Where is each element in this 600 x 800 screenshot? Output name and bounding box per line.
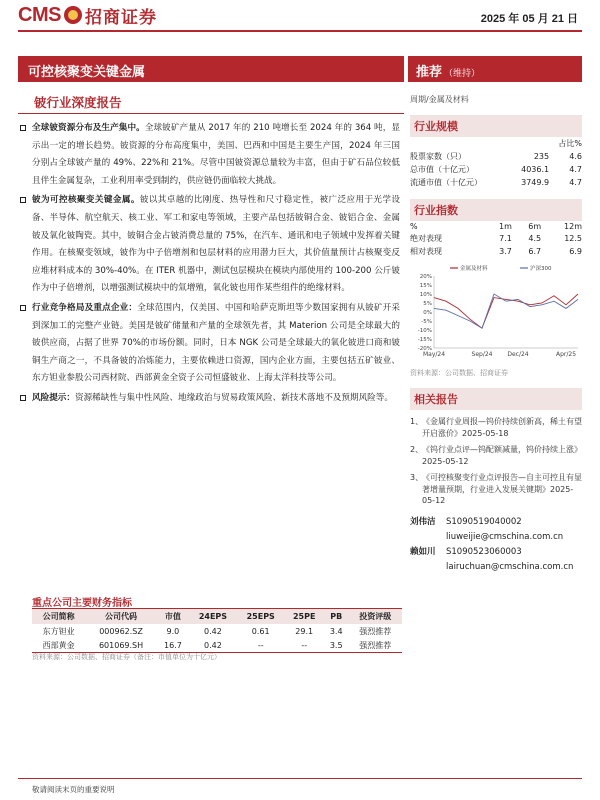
- table-cell: 0.61: [251, 626, 270, 636]
- item-number: 1、: [410, 417, 424, 426]
- industry-index-table: [410, 221, 582, 258]
- table-cell: --: [237, 638, 285, 653]
- scale-value: 3749.9: [521, 178, 550, 187]
- table-row: [32, 638, 402, 653]
- scale-pct: 4.6: [569, 152, 582, 161]
- y-tick-label: 20%: [419, 274, 432, 280]
- bullet-text: 全球铍矿产量从 2017 年的 210 吨增长至 2024 年的 364 吨，显示出一定的增长趋势。铍资源的分布高度集中，美国、巴西和中国是主要生产国，2024 年三国分别占全球铍产量的 49%、22%和 21%。尽管中国铍资源总量较为丰富，但由于矿石品位较低且伴生金属复杂，工业利用率受到制约，供应链仍面临较大挑战。: [32, 123, 400, 186]
- report-link[interactable]: 《可控核聚变行业点评报告—自主可控且有显著增量预期，行业进入发展关键期》2025-05-12: [422, 473, 582, 505]
- index-label: 绝对表现: [410, 234, 442, 243]
- table-cell: 3.5: [324, 638, 349, 653]
- main-content: [32, 120, 400, 410]
- y-tick-label: -5%: [421, 319, 432, 325]
- square-bullet-icon: [20, 197, 26, 203]
- bullet-lead: 全球铍资源分布及生产集中。: [32, 123, 145, 133]
- y-tick-label: -10%: [417, 328, 432, 334]
- index-label: 相对表现: [410, 247, 442, 256]
- index-value: 6.7: [528, 247, 542, 256]
- scale-value: 4036.1: [521, 165, 550, 174]
- bullet-lead: 铍为可控核聚变关键金属。: [32, 195, 140, 206]
- bullet-text: 资源稀缺性与集中性风险、地缘政治与贸易政策风险、新技术落地不及预期风险等。: [74, 392, 393, 403]
- scale-label: 股票家数（只）: [410, 152, 466, 161]
- footer-note: 敬请阅读末页的重要说明: [32, 785, 115, 794]
- scale-pct: 4.7: [569, 178, 582, 187]
- analyst-email[interactable]: liuweijie@cmschina.com.cn: [446, 531, 564, 542]
- index-value: 7.1: [499, 234, 512, 243]
- item-number: 3、: [410, 473, 424, 482]
- rating-banner: [408, 56, 582, 82]
- index-value: 4.5: [528, 234, 542, 243]
- header-divider: [18, 30, 582, 32]
- table-cell: 0.42: [204, 626, 222, 636]
- subtitle-divider: [18, 113, 404, 114]
- y-tick-label: -15%: [417, 337, 432, 343]
- index-header: 6m: [528, 222, 542, 231]
- table-cell: 东方钽业: [42, 626, 75, 636]
- column-header: 公司代码: [85, 609, 156, 625]
- industry-index-title: 行业指数: [410, 199, 582, 221]
- logo-text-en: CMS: [18, 3, 61, 26]
- industry-scale-title: 行业规模: [410, 115, 582, 137]
- y-tick-label: 0%: [423, 310, 432, 316]
- column-header: 投资评级: [349, 609, 402, 625]
- column-header: 25EPS: [237, 609, 285, 625]
- industry-scale-table: [410, 137, 582, 189]
- x-tick-label: May/24: [422, 351, 446, 358]
- table-row: [410, 163, 582, 176]
- scale-unit-header: 占比%: [558, 139, 582, 148]
- square-bullet-icon: [20, 305, 26, 311]
- column-header: 25PE: [285, 609, 324, 625]
- x-tick-label: Sep/24: [471, 351, 493, 358]
- analyst-license: S1090523060003: [446, 546, 522, 557]
- analyst-row: [410, 530, 582, 545]
- table-source: 资料来源：公司数据、招商证券（备注：市值单位为十亿元）: [32, 653, 221, 661]
- rating-label: 推荐: [416, 65, 443, 80]
- analyst-row: [410, 515, 582, 530]
- table-cell: 西部黄金: [32, 638, 85, 653]
- table-row: [410, 176, 582, 189]
- scale-label: 流通市值（十亿元）: [410, 178, 482, 187]
- item-number: 2、: [410, 445, 424, 454]
- column-header: 市值: [157, 609, 189, 625]
- table-cell: 0.42: [189, 638, 237, 653]
- y-tick-label: 15%: [419, 283, 432, 289]
- table-cell: --: [285, 638, 324, 653]
- index-value: 6.9: [569, 247, 582, 256]
- analyst-row: [410, 560, 582, 575]
- index-header: 1m: [499, 222, 512, 231]
- report-link[interactable]: 《金属行业周报—钨价持续创新高，稀土有望开启涨价》2025-05-18: [422, 417, 582, 438]
- y-tick-label: 10%: [419, 292, 432, 298]
- square-bullet-icon: [20, 125, 26, 131]
- index-header: 12m: [564, 222, 582, 231]
- report-subtitle: 铍行业深度报告: [34, 95, 122, 110]
- list-item[interactable]: [410, 416, 582, 439]
- scale-value: 235: [533, 152, 550, 161]
- sidebar: [410, 90, 582, 575]
- column-header: 24EPS: [189, 609, 237, 625]
- table-cell: 000962.SZ: [99, 626, 143, 636]
- footer-divider: [18, 778, 582, 779]
- table-cell: 29.1: [295, 626, 314, 636]
- index-value: 3.7: [499, 247, 512, 256]
- related-reports-title: 相关报告: [410, 388, 582, 410]
- table-cell: 16.7: [157, 638, 189, 653]
- scale-label: 总市值（十亿元）: [410, 165, 474, 174]
- related-reports-list: [410, 416, 582, 507]
- analyst-name: 赖如川: [410, 546, 436, 557]
- legend-label: 沪深300: [530, 266, 552, 272]
- industry-index-chart: [410, 262, 582, 362]
- scale-pct: 4.7: [569, 165, 582, 174]
- square-bullet-icon: [20, 395, 26, 401]
- analyst-list: [410, 515, 582, 575]
- table-header-row: [410, 221, 582, 232]
- table-row: [410, 232, 582, 245]
- analyst-name: 刘伟洁: [410, 516, 436, 527]
- financials-table: [32, 608, 402, 653]
- bullet-paragraph: [32, 120, 400, 190]
- table-cell: 9.0: [166, 626, 180, 636]
- analyst-license: S1090519040002: [446, 516, 522, 527]
- table-row: [410, 245, 582, 258]
- page-header: [0, 0, 600, 32]
- list-item[interactable]: [410, 444, 582, 467]
- logo-mark-icon: [64, 6, 82, 24]
- bullet-paragraph: [32, 390, 400, 408]
- bullet-paragraph: [32, 300, 400, 388]
- analyst-row: [410, 545, 582, 560]
- column-header: 公司简称: [32, 609, 85, 625]
- y-tick-label: 5%: [423, 301, 432, 307]
- list-item[interactable]: [410, 472, 582, 507]
- y-tick-label: -20%: [417, 346, 432, 352]
- table-cell: 强烈推荐: [359, 626, 392, 636]
- chart-source: 资料来源：公司数据、招商证券: [410, 369, 508, 377]
- logo-text-cn: 招商证券: [84, 7, 157, 28]
- column-header: PB: [324, 609, 349, 625]
- bullet-lead: 风险提示：: [32, 392, 75, 403]
- table-row: [32, 624, 402, 638]
- table-cell: 强烈推荐: [349, 638, 402, 653]
- index-value: 12.5: [564, 234, 582, 243]
- table-header-row: [32, 609, 402, 625]
- cms-logo: [18, 2, 157, 28]
- bullet-text: 铍以其卓越的比刚度、热导性和尺寸稳定性，被广泛应用于光学设备、半导体、航空航天、核工业、军工和家电等领域，主要产品包括铍铜合金、铍铝合金、金属铍及氧化铍陶瓷。其中，铍铜合金占铍消费总量的 75%，在汽车、通讯和电子领域中发挥着关键作用。在核聚变领域，铍作为中子倍增剂和包层材料的应用潜力巨大，其价值量预计占核聚变反应堆材料成本的 30%-40%。在 ITER 机器中，测试包层模块在模块内部使用约 100-200 公斤铍作为中子倍增剂，以增强测试模块中的氚增殖，氧化铍也用作某些组件的绝缘材料。: [32, 195, 400, 294]
- rating-note: （维持）: [444, 69, 481, 79]
- bullet-lead: 行业竞争格局及重点企业：: [32, 302, 138, 313]
- table-cell: 3.4: [329, 626, 343, 636]
- industry-category: 周期/金属及材料: [410, 95, 469, 104]
- legend-label: 金属及材料: [460, 266, 488, 272]
- table-row: [410, 150, 582, 163]
- bullet-text: 全球范围内，仅美国、中国和哈萨克斯坦等少数国家拥有从铍矿开采到深加工的完整产业链。美国是铍矿储量和产量的全球领先者，其 Materion 公司是全球最大的铍供应商，占据了世界 70%的市场份额。同时，日本 NGK 公司是全球最大的氧化铍进口商和铍铜生产商之一，不具备铍的冶炼能力，主要依赖进口资源，国内企业方面，主要包括五矿铍业、东方钽业参股公司西材院、西部黄金全资子公司恒盛铍业、上海太洋科技等公司。: [32, 302, 400, 384]
- report-link[interactable]: 《钨行业点评—钨配额减量，钨价持续上涨》2025-05-12: [422, 445, 582, 466]
- index-header: %: [410, 222, 418, 231]
- financials-table-title: 重点公司主要财务指标: [32, 598, 132, 609]
- report-date: 2025 年 05 月 21 日: [480, 13, 578, 25]
- bullet-paragraph: [32, 192, 400, 298]
- analyst-email[interactable]: lairuchuan@cmschina.com.cn: [446, 561, 574, 572]
- table-cell: 601069.SH: [85, 638, 156, 653]
- series-line-0: [434, 294, 578, 328]
- x-tick-label: Dec/24: [507, 351, 529, 358]
- x-tick-label: Apr/25: [555, 351, 577, 358]
- report-title-banner: 可控核聚变关键金属: [18, 56, 404, 82]
